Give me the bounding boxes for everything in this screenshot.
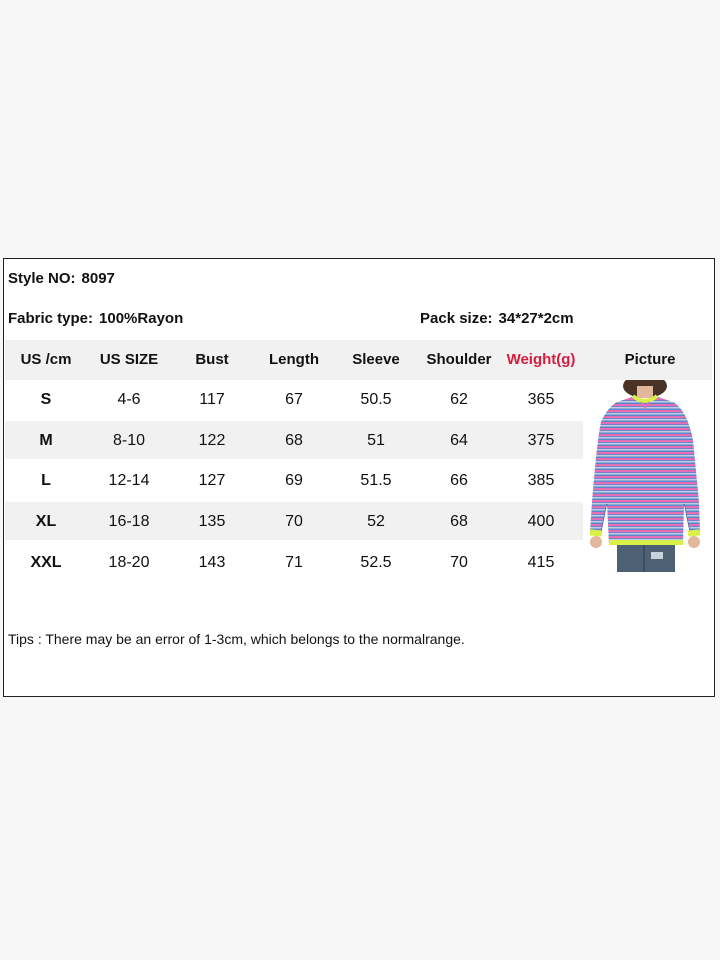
weight-value: 415 <box>527 554 555 571</box>
shoulder-value: 64 <box>450 432 468 449</box>
size-label: S <box>40 391 52 408</box>
bust-value: 143 <box>198 554 226 571</box>
header-weight: Weight(g) <box>506 351 576 368</box>
size-chart-card <box>3 258 715 697</box>
size-label: XXL <box>30 554 62 571</box>
us-size-value: 16-18 <box>108 513 150 530</box>
product-picture <box>587 380 702 572</box>
weight-value: 365 <box>527 391 555 408</box>
weight-value: 375 <box>527 432 555 449</box>
size-label: M <box>39 432 53 449</box>
bust-value: 127 <box>198 472 226 489</box>
shoulder-value: 68 <box>450 513 468 530</box>
header-sleeve: Sleeve <box>352 351 400 368</box>
fabric-type: Fabric type: 100%Rayon <box>8 310 184 327</box>
size-label: L <box>41 472 51 489</box>
bust-value: 122 <box>198 432 226 449</box>
style-number: Style NO: 8097 <box>8 270 115 287</box>
bust-value: 117 <box>199 391 225 408</box>
sleeve-value: 52 <box>367 513 385 530</box>
header-picture: Picture <box>624 351 676 368</box>
pack-size: Pack size: 34*27*2cm <box>420 310 574 327</box>
length-value: 67 <box>285 391 303 408</box>
header-bust: Bust <box>195 351 229 368</box>
shoulder-value: 66 <box>450 472 468 489</box>
weight-value: 385 <box>527 472 555 489</box>
us-size-value: 18-20 <box>108 554 150 571</box>
size-label: XL <box>35 513 57 530</box>
us-size-value: 8-10 <box>112 432 146 449</box>
header-length: Length <box>269 351 319 368</box>
shoulder-value: 62 <box>450 391 468 408</box>
length-value: 69 <box>285 472 303 489</box>
us-size-value: 12-14 <box>108 472 150 489</box>
sleeve-value: 50.5 <box>360 391 392 408</box>
shoulder-value: 70 <box>450 554 468 571</box>
us-size-value: 4-6 <box>117 391 141 408</box>
bust-value: 135 <box>198 513 226 530</box>
weight-value: 400 <box>527 513 555 530</box>
length-value: 71 <box>285 554 303 571</box>
length-value: 70 <box>285 513 303 530</box>
tips-note: Tips : There may be an error of 1-3cm, which belongs to the normalrange. <box>8 631 465 647</box>
length-value: 68 <box>285 432 303 449</box>
sleeve-value: 51.5 <box>360 472 392 489</box>
sleeve-value: 51 <box>367 432 385 449</box>
header-us-cm: US /cm <box>20 351 72 368</box>
header-shoulder: Shoulder <box>426 351 492 368</box>
sleeve-value: 52.5 <box>360 554 392 571</box>
header-us-size: US SIZE <box>99 351 159 368</box>
striped-sweatshirt-image <box>587 380 702 572</box>
